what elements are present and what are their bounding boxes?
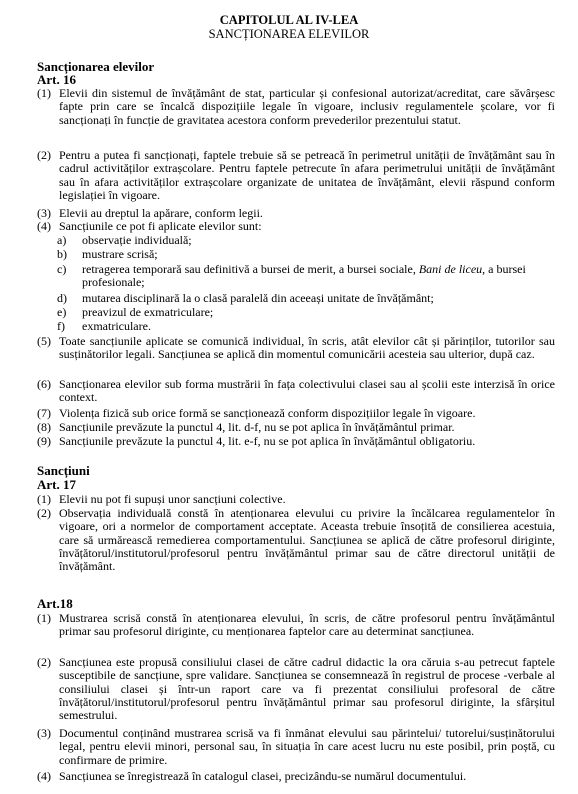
paragraph-text: Violența fizică sub orice formă se sancționează conform dispozițiilor legale în vigoare. <box>59 406 476 420</box>
sanction-text-part: retragerea temporară sau definitivă a bursei de merit, a bursei sociale, <box>82 262 419 276</box>
art18-paragraph-3 <box>37 727 555 767</box>
art17-paragraph-1 <box>37 493 555 506</box>
paragraph-number: (7) <box>37 406 51 420</box>
sanction-letter: f) <box>57 319 65 333</box>
sanction-text: mutarea disciplinară la o clasă paralelă din aceeași unitate de învățământ; <box>82 291 434 305</box>
paragraph-text: Elevii au dreptul la apărare, conform legii. <box>59 206 263 220</box>
art16-paragraph-9 <box>37 435 555 448</box>
art16-paragraph-4 <box>37 220 555 233</box>
paragraph-number: (4) <box>37 219 51 233</box>
art18-paragraph-1 <box>37 612 555 639</box>
art16-paragraph-5 <box>37 335 555 362</box>
paragraph-text: Elevii nu pot fi supuși unor sancțiuni colective. <box>59 492 286 506</box>
sanction-item-d <box>57 292 555 305</box>
sanction-text-part: , a bursei profesionale; <box>82 262 526 290</box>
article-18-heading: Art.18 <box>37 596 73 611</box>
art18-paragraph-4 <box>37 770 555 783</box>
article-17-heading: Art. 17 <box>37 477 76 492</box>
chapter-subtitle: SANCȚIONAREA ELEVILOR <box>208 27 370 41</box>
paragraph-text: Elevii din sistemul de învățământ de stat, particular și confesional autorizat/acreditat, care săvârșesc fapte prin care se încalcă dispozițiile legale în vigoare, inclusiv regulamentele școlare, vor fi sancționați în funcție de gravitatea acestora conform prevederilor prezentului statut. <box>59 86 555 127</box>
paragraph-number: (5) <box>37 334 51 348</box>
sanction-item-e <box>57 306 555 319</box>
sanction-item-c <box>57 263 555 290</box>
sanction-letter: c) <box>57 262 67 276</box>
paragraph-text: Pentru a putea fi sancționați, faptele trebuie să se petreacă în perimetrul unității de învățământ sau în cadrul activităților extrașcolare. Pentru faptele petrecute în afara perimetrului unității de învățământ sau în afara activităților extrașcolare organizate de unitatea de învățământ, elevii răspund conform legislației în vigoare. <box>59 148 555 202</box>
sanction-letter: b) <box>57 247 67 261</box>
sanction-text: preavizul de exmatriculare; <box>82 305 214 319</box>
paragraph-text: Sancțiunea se înregistrează în catalogul clasei, precizându-se numărul documentului. <box>59 769 467 783</box>
section-heading-sanctiuni: Sancțiuni <box>37 463 90 478</box>
art16-paragraph-8 <box>37 421 555 434</box>
paragraph-number: (2) <box>37 506 51 520</box>
sanction-letter: e) <box>57 305 67 319</box>
paragraph-number: (6) <box>37 377 51 391</box>
paragraph-text: Sancțiunea este propusă consiliului clasei de către cadrul didactic la ora căruia s-au petrecut faptele susceptibile de sancțiune, spre validare. Sancțiunea se consemnează în registrul de procese -verbale al consiliului clasei și într-un raport care va fi prezentat consiliului profesoral de către învățătorul/institutorul/profesorul pentru învățământul primar sau profesorul diriginte, la sfârșitul semestrului. <box>59 655 555 723</box>
paragraph-text: Sancțiunile prevăzute la punctul 4, lit. e-f, nu se pot aplica în învățământul obligatoriu. <box>59 434 476 448</box>
art17-paragraph-2 <box>37 507 555 573</box>
sanction-text: mustrare scrisă; <box>82 247 158 261</box>
paragraph-number: (2) <box>37 148 51 162</box>
paragraph-text: Toate sancțiunile aplicate se comunică individual, în scris, atât elevilor cât și părinților, tutorilor sau susținătorilor legali. Sancțiunea se aplică din momentul comunicării acesteia sau ulterior, după caz. <box>59 334 555 362</box>
sanction-item-f <box>57 320 555 333</box>
art16-paragraph-6 <box>37 378 555 405</box>
paragraph-text: Sancțiunile ce pot fi aplicate elevilor sunt: <box>59 219 262 233</box>
art16-paragraph-7 <box>37 407 555 420</box>
sanction-text <box>82 263 555 290</box>
section-heading-sanctionarea: Sancționarea elevilor <box>37 59 155 74</box>
paragraph-text: Observația individuală constă în atenționarea elevului cu privire la încălcarea regulamentelor în vigoare, ori a normelor de comportament acceptate. Aceasta trebuie însoțită de consilierea acestuia, care să urmărească remedierea comportamentului. Sancțiunea se aplică de către profesorul diriginte, învățătorul/institutorul/profesorul pentru învățământul primar sau de către directorul unității de învățământ. <box>59 506 555 574</box>
article-16-heading: Art. 16 <box>37 72 76 87</box>
chapter-title: CAPITOLUL AL IV-LEA <box>219 13 359 27</box>
paragraph-number: (2) <box>37 655 51 669</box>
paragraph-number: (1) <box>37 611 51 625</box>
paragraph-number: (3) <box>37 726 51 740</box>
paragraph-number: (3) <box>37 206 51 220</box>
art18-paragraph-2 <box>37 656 555 722</box>
art16-paragraph-1 <box>37 87 555 127</box>
sanction-letter: d) <box>57 291 67 305</box>
paragraph-number: (1) <box>37 492 51 506</box>
paragraph-text: Sancționarea elevilor sub forma mustrării în fața colectivului clasei sau al școlii este interzisă în orice context. <box>59 377 555 405</box>
sanction-text: exmatriculare. <box>82 319 151 333</box>
paragraph-text: Mustrarea scrisă constă în atenționarea elevului, în scris, de către profesorul pentru învățământul primar sau profesorul diriginte, cu menționarea faptelor care au determinat sancțiunea. <box>59 611 555 639</box>
paragraph-text: Documentul conținând mustrarea scrisă va fi înmânat elevului sau părintelui/ tutorelui/susținătorului legal, pentru elevii minori, personal sau, în situația în care acest lucru nu este posibil, prin poștă, cu confirmare de primire. <box>59 726 555 767</box>
paragraph-number: (8) <box>37 420 51 434</box>
paragraph-text: Sancțiunile prevăzute la punctul 4, lit. d-f, nu se pot aplica în învățământul primar. <box>59 420 455 434</box>
sanction-letter: a) <box>57 233 67 247</box>
sanction-item-b <box>57 248 555 261</box>
sanction-text: observație individuală; <box>82 233 192 247</box>
paragraph-number: (9) <box>37 434 51 448</box>
art16-paragraph-2 <box>37 149 555 202</box>
paragraph-number: (1) <box>37 86 51 100</box>
sanction-item-a <box>57 234 555 247</box>
bani-de-liceu-italic: Bani de liceu <box>418 262 483 276</box>
paragraph-number: (4) <box>37 769 51 783</box>
